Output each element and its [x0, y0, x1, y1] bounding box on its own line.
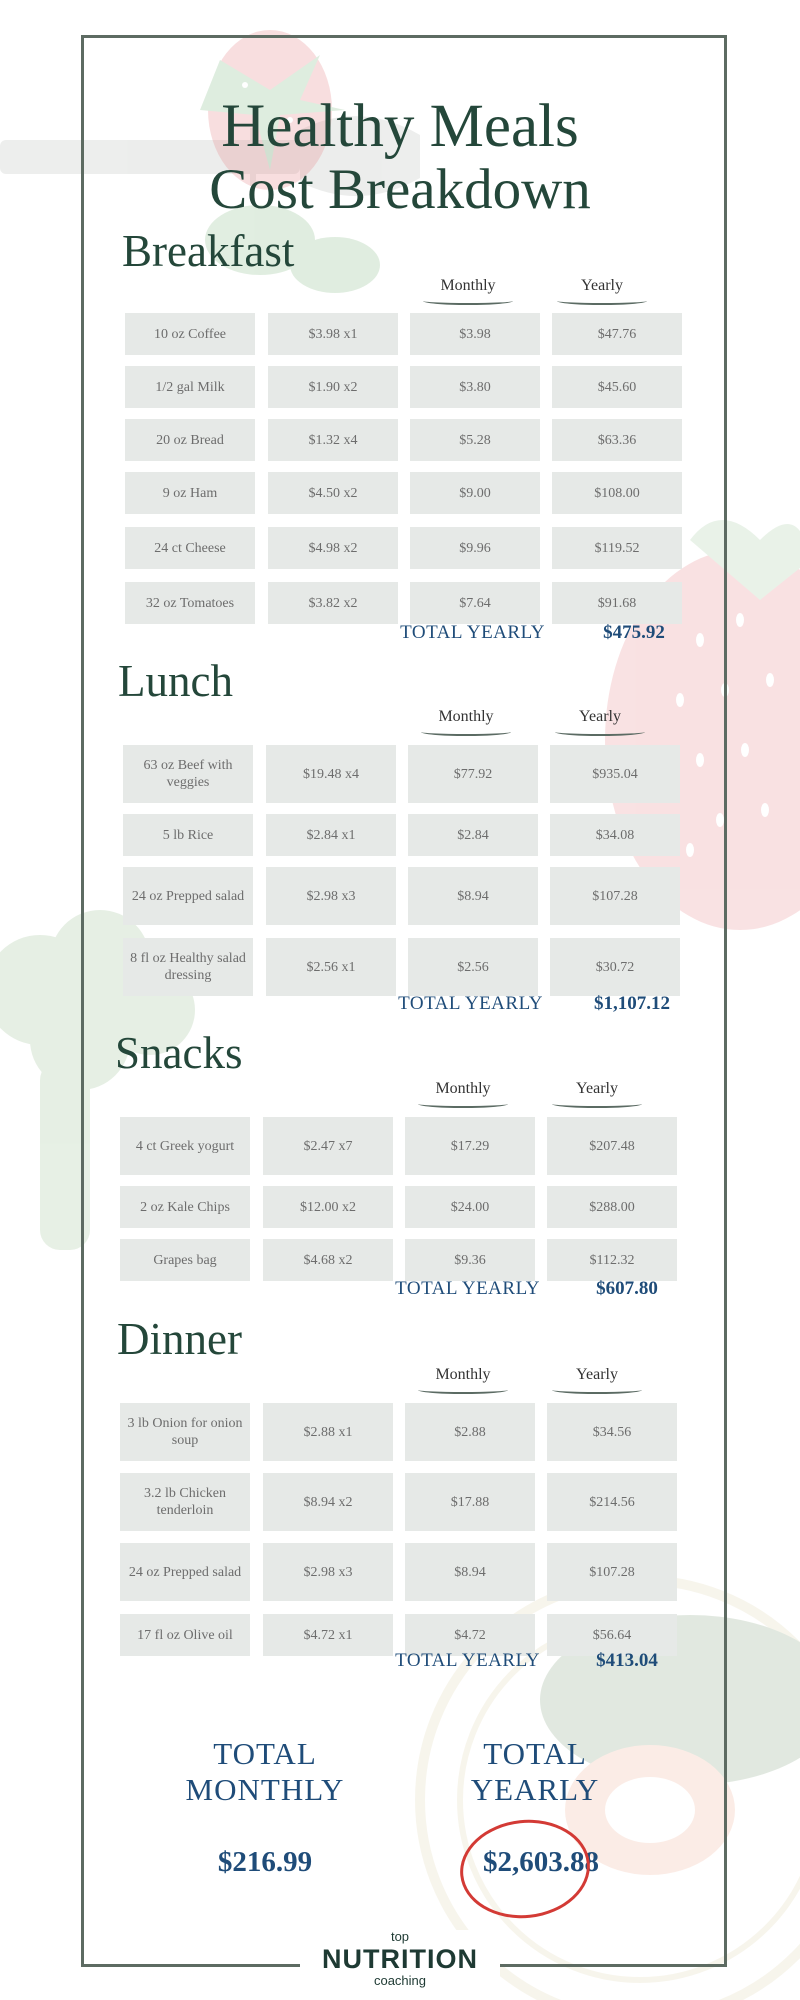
item-cell: 2 oz Kale Chips [120, 1186, 250, 1228]
column-header-label: Yearly [576, 1366, 618, 1383]
monthly-cell: $9.00 [410, 472, 540, 514]
column-header-label: Yearly [581, 277, 623, 294]
total-yearly-value: $1,107.12 [594, 993, 670, 1014]
monthly-cell: $17.29 [405, 1117, 535, 1175]
monthly-cell: $2.88 [405, 1403, 535, 1461]
item-cell: 10 oz Coffee [125, 313, 255, 355]
total-yearly-label: TOTAL YEARLY [395, 1650, 540, 1671]
price-cell: $19.48 x4 [266, 745, 396, 803]
yearly-cell: $45.60 [552, 366, 682, 408]
column-header-label: Yearly [576, 1080, 618, 1097]
column-header-yearly [542, 1080, 652, 1108]
section-title: Snacks [115, 1028, 243, 1078]
underline-swoosh [423, 297, 513, 305]
monthly-cell: $9.96 [410, 527, 540, 569]
table-row [0, 419, 800, 461]
total-yearly-value: $475.92 [603, 622, 665, 643]
item-cell: 24 oz Prepped salad [123, 867, 253, 925]
price-cell: $1.32 x4 [268, 419, 398, 461]
price-cell: $3.82 x2 [268, 582, 398, 624]
item-cell: 17 fl oz Olive oil [120, 1614, 250, 1656]
underline-swoosh [555, 728, 645, 736]
column-header-monthly [411, 708, 521, 736]
table-row [0, 814, 800, 856]
table-row [0, 867, 800, 925]
price-cell: $4.72 x1 [263, 1614, 393, 1656]
yearly-cell: $34.08 [550, 814, 680, 856]
total-yearly-label: TOTAL YEARLY [400, 622, 545, 643]
price-cell: $2.84 x1 [266, 814, 396, 856]
table-row [0, 1543, 800, 1601]
item-cell: 3 lb Onion for onion soup [120, 1403, 250, 1461]
page-subtitle: Cost Breakdown [209, 158, 591, 221]
item-cell: 32 oz Tomatoes [125, 582, 255, 624]
table-row [0, 527, 800, 569]
logo [300, 1930, 500, 1988]
column-header-yearly [547, 277, 657, 305]
column-header-label: Yearly [579, 708, 621, 725]
monthly-cell: $8.94 [405, 1543, 535, 1601]
section-title: Breakfast [122, 226, 295, 276]
item-cell: 63 oz Beef with veggies [123, 745, 253, 803]
price-cell: $3.98 x1 [268, 313, 398, 355]
column-header-label: Monthly [435, 1080, 491, 1097]
yearly-cell: $47.76 [552, 313, 682, 355]
total-yearly-value: $607.80 [596, 1278, 658, 1299]
price-cell: $2.98 x3 [263, 1543, 393, 1601]
total-yearly-label: TOTAL YEARLY [398, 993, 543, 1014]
table-row [0, 313, 800, 355]
table-row [0, 1117, 800, 1175]
price-cell: $12.00 x2 [263, 1186, 393, 1228]
table-row [0, 745, 800, 803]
monthly-cell: $9.36 [405, 1239, 535, 1281]
table-row [0, 582, 800, 624]
underline-swoosh [552, 1386, 642, 1394]
yearly-cell: $214.56 [547, 1473, 677, 1531]
yearly-cell: $34.56 [547, 1403, 677, 1461]
monthly-cell: $24.00 [405, 1186, 535, 1228]
yearly-cell: $63.36 [552, 419, 682, 461]
item-cell: 8 fl oz Healthy salad dressing [123, 938, 253, 996]
column-header-monthly [413, 277, 523, 305]
item-cell: 24 ct Cheese [125, 527, 255, 569]
price-cell: $8.94 x2 [263, 1473, 393, 1531]
table-row [0, 472, 800, 514]
column-header-yearly [545, 708, 655, 736]
underline-swoosh [421, 728, 511, 736]
underline-swoosh [418, 1100, 508, 1108]
yearly-cell: $91.68 [552, 582, 682, 624]
column-header-monthly [408, 1366, 518, 1394]
underline-swoosh [557, 297, 647, 305]
yearly-cell: $56.64 [547, 1614, 677, 1656]
yearly-cell: $935.04 [550, 745, 680, 803]
section-title: Dinner [117, 1314, 242, 1364]
column-header-label: Monthly [440, 277, 496, 294]
logo-main: NUTRITION [322, 1944, 478, 1974]
price-cell: $4.98 x2 [268, 527, 398, 569]
price-cell: $2.98 x3 [266, 867, 396, 925]
table-row [0, 1239, 800, 1281]
column-header-label: Monthly [435, 1366, 491, 1383]
yearly-cell: $288.00 [547, 1186, 677, 1228]
table-row [0, 1186, 800, 1228]
yearly-cell: $207.48 [547, 1117, 677, 1175]
item-cell: 5 lb Rice [123, 814, 253, 856]
total-monthly-value: $216.99 [217, 1846, 313, 1878]
monthly-cell: $7.64 [410, 582, 540, 624]
logo-top: top [390, 1929, 410, 1944]
price-cell: $2.56 x1 [266, 938, 396, 996]
monthly-cell: $2.56 [408, 938, 538, 996]
total-yearly-label: TOTAL YEARLY [395, 1278, 540, 1299]
monthly-cell: $8.94 [408, 867, 538, 925]
price-cell: $1.90 x2 [268, 366, 398, 408]
column-header-label: Monthly [438, 708, 494, 725]
price-cell: $4.68 x2 [263, 1239, 393, 1281]
price-cell: $2.88 x1 [263, 1403, 393, 1461]
item-cell: 24 oz Prepped salad [120, 1543, 250, 1601]
logo-bottom: coaching [373, 1973, 427, 1988]
item-cell: Grapes bag [120, 1239, 250, 1281]
table-row [0, 1473, 800, 1531]
monthly-cell: $2.84 [408, 814, 538, 856]
yearly-cell: $30.72 [550, 938, 680, 996]
table-row [0, 938, 800, 996]
yearly-cell: $107.28 [550, 867, 680, 925]
table-row [0, 366, 800, 408]
yearly-cell: $112.32 [547, 1239, 677, 1281]
item-cell: 9 oz Ham [125, 472, 255, 514]
underline-swoosh [552, 1100, 642, 1108]
underline-swoosh [418, 1386, 508, 1394]
table-row [0, 1403, 800, 1461]
monthly-cell: $17.88 [405, 1473, 535, 1531]
item-cell: 20 oz Bread [125, 419, 255, 461]
column-header-yearly [542, 1366, 652, 1394]
monthly-cell: $3.80 [410, 366, 540, 408]
total-monthly-label: TOTAL MONTHLY [185, 1736, 345, 1807]
yearly-cell: $107.28 [547, 1543, 677, 1601]
monthly-cell: $5.28 [410, 419, 540, 461]
monthly-cell: $77.92 [408, 745, 538, 803]
monthly-cell: $4.72 [405, 1614, 535, 1656]
item-cell: 1/2 gal Milk [125, 366, 255, 408]
item-cell: 4 ct Greek yogurt [120, 1117, 250, 1175]
page-title: Healthy Meals [221, 93, 579, 160]
item-cell: 3.2 lb Chicken tenderloin [120, 1473, 250, 1531]
total-yearly-label: TOTAL YEARLY [470, 1736, 600, 1807]
yearly-cell: $119.52 [552, 527, 682, 569]
price-cell: $2.47 x7 [263, 1117, 393, 1175]
total-yearly-value: $2,603.88 [483, 1846, 599, 1878]
total-yearly-value: $413.04 [596, 1650, 658, 1671]
monthly-cell: $3.98 [410, 313, 540, 355]
section-title: Lunch [118, 656, 233, 706]
column-header-monthly [408, 1080, 518, 1108]
price-cell: $4.50 x2 [268, 472, 398, 514]
yearly-cell: $108.00 [552, 472, 682, 514]
